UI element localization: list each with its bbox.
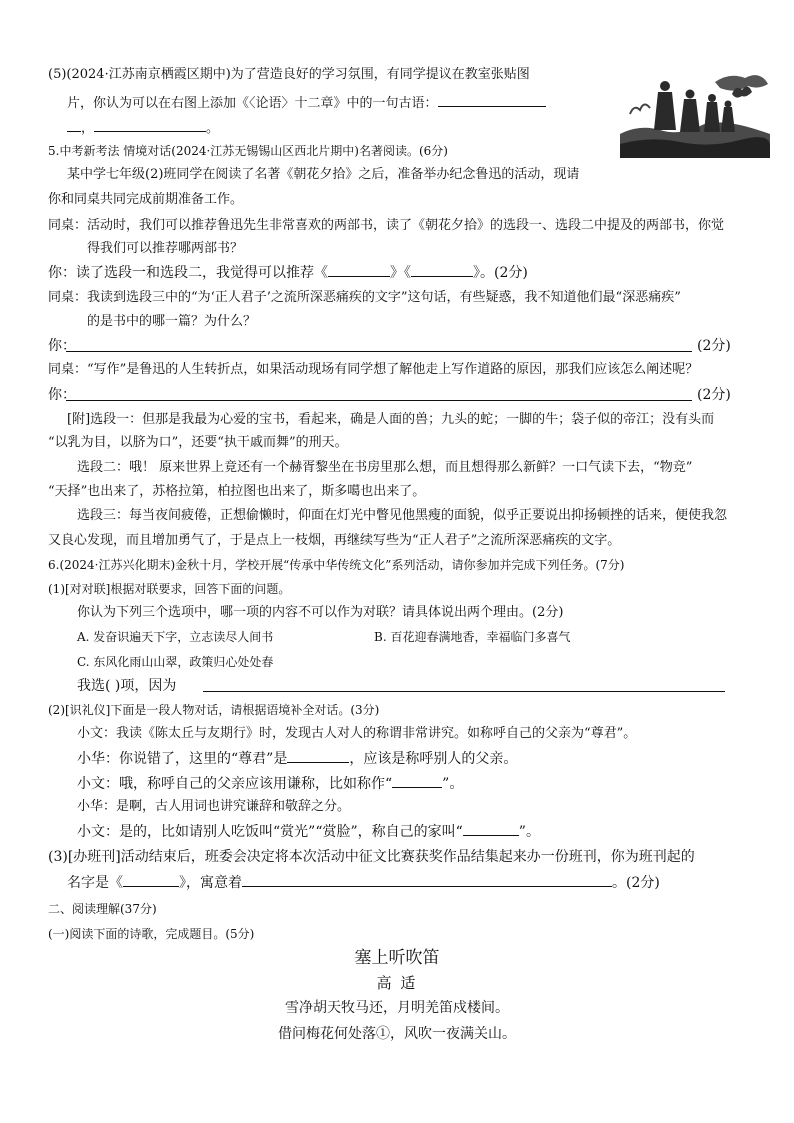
answer3-line[interactable]: [66, 400, 692, 401]
dialog5-suffix: ”。: [518, 824, 540, 840]
answer-blank[interactable]: [463, 822, 519, 836]
answer-blank[interactable]: [94, 118, 206, 132]
passage1-line2: “以乳为目，以脐为口”，还要“执干戚而舞”的刑天。: [48, 435, 348, 450]
option-a: A. 发奋识遍天下字，立志读尽人间书: [77, 630, 274, 644]
dialog2-suffix: ，应该是称呼别人的父亲。: [349, 751, 518, 767]
q5-heading: 5.中考新考法 情境对话(2024·江苏无锡锡山区西北片期中)名著阅读。(6分): [48, 144, 448, 158]
q5-sub-line3: [67, 118, 219, 138]
passage3-line1: 选段三：每当夜间疲倦，正想偷懒时，仰面在灯光中瞥见他黑瘦的面貌，似乎正要说出抑扬顿挫的话来，便使我忽: [77, 508, 728, 523]
q5-sub-line2: [67, 93, 546, 113]
illustration-scholars: [620, 64, 770, 158]
answer-blank[interactable]: [67, 118, 81, 132]
dialog-line-4: 小华：是啊，古人用词也讲究谦辞和敬辞之分。: [77, 799, 351, 814]
q6-sub1-answer: 我选( )项，因为: [77, 678, 177, 694]
meaning-prefix: 》，寓意着: [179, 875, 242, 891]
q5-dialog1-line2: 得我们可以推荐哪两部书？: [87, 241, 244, 256]
q6-heading: 6.(2024·江苏兴化期末)金秋十月，学校开展“传承中华传统文化”系列活动，请你参加并完成下列任务。(7分): [48, 558, 625, 572]
answer1-suffix: 》。(2分): [473, 265, 528, 281]
meaning-blank[interactable]: [242, 873, 612, 887]
dialog5-prefix: 小文：是的，比如请别人吃饭叫“赏光”“赏脸”，称自己的家叫“: [77, 824, 463, 840]
q6-sub1-heading: (1)[对对联]根据对联要求，回答下面的问题。: [48, 582, 291, 596]
option-c: C. 东风化雨山山翠，政策归心处处春: [77, 655, 274, 669]
section2-sub-heading: (一)阅读下面的诗歌，完成题目。(5分): [48, 927, 255, 941]
q5-dialog3: 同桌：“写作”是鲁迅的人生转折点，如果活动现场有同学想了解他走上写作道路的原因，那我们应该怎么阐述呢？: [48, 362, 699, 377]
poem-line-2: 借问梅花何处落①，风吹一夜满关山。: [278, 1026, 516, 1042]
q5-dialog2-line2: 的是书中的哪一篇？为什么？: [87, 314, 257, 329]
answer-blank[interactable]: [392, 774, 442, 788]
q5-dialog1-line1: 同桌：活动时，我们可以推荐鲁迅先生非常喜欢的两部书，读了《朝花夕拾》的选段一、选段二中提及的两部书，你觉: [48, 218, 725, 233]
q6-sub2-heading: (2)[识礼仪]下面是一段人物对话，请根据语境补全对话。(3分): [48, 703, 380, 717]
dialog3-suffix: ”。: [442, 776, 464, 792]
q5-sub-prompt: 片，你认为可以在右图上添加《〈论语〉十二章》中的一句古语：: [67, 96, 438, 111]
answer1-prefix: 你：读了选段一和选段二，我觉得可以推荐《: [48, 265, 328, 281]
dialog-line-3: [77, 774, 463, 793]
dialog3-prefix: 小文：哦，称呼自己的父亲应该用谦称，比如称作“: [77, 776, 393, 792]
q5-intro-line2: 你和同桌共同完成前期准备工作。: [48, 192, 244, 207]
dialog2-prefix: 小华：你说错了，这里的“尊君”是: [77, 751, 288, 767]
period: 。: [206, 121, 220, 136]
q5-answer2-score: (2分): [697, 338, 731, 354]
poem-line-1: 雪净胡天牧马还，月明羌笛戍楼间。: [285, 1000, 509, 1016]
q6-sub3-line1: (3)[办班刊]活动结束后，班委会决定将本次活动中征文比赛获奖作品结集起来办一份班刊，你为班刊起的: [48, 849, 695, 865]
comma: ，: [81, 121, 95, 136]
name-prefix: 名字是《: [67, 875, 123, 891]
answer2-line[interactable]: [66, 351, 692, 352]
q5-intro-line1: 某中学七年级(2)班同学在阅读了名著《朝花夕拾》之后，准备举办纪念鲁迅的活动，现请: [67, 167, 580, 182]
q5-sub-line1: (5)(2024·江苏南京栖霞区期中)为了营造良好的学习氛围，有同学提议在教室张贴图: [48, 67, 530, 82]
poem-title: 塞上听吹笛: [354, 948, 440, 968]
poem-author: 高 适: [376, 974, 418, 992]
passage2-line2: “天择”也出来了，苏格拉第，柏拉图也出来了，斯多噶也出来了。: [48, 484, 426, 499]
reason-line[interactable]: [203, 691, 725, 692]
answer-blank[interactable]: [438, 93, 546, 107]
answer1-mid: 》《: [390, 265, 411, 281]
journal-name-blank[interactable]: [123, 873, 179, 887]
q5-answer3-label: 你：: [48, 387, 76, 403]
dialog-line-2: [77, 749, 517, 768]
passage2-line1: 选段二：哦！ 原来世界上竟还有一个赫胥黎坐在书房里那么想，而且想得那么新鲜？一口气读下去，“物竞”: [77, 460, 693, 475]
q5-answer3-score: (2分): [697, 387, 731, 403]
q6-sub1-question: 你认为下列三个选项中，哪一项的内容不可以作为对联？请具体说出两个理由。(2分): [77, 605, 564, 620]
passage3-line2: 又良心发现，而且增加勇气了，于是点上一枝烟，再继续写些为“正人君子”之流所深恶痛疾的文字。: [48, 533, 621, 548]
q5-dialog2-line1: 同桌：我读到选段三中的“为‘正人君子’之流所深恶痛疾的文字”这句话，有些疑惑，我不知道他们最“深恶痛疾”: [48, 290, 681, 305]
dialog-line-1: 小文：我读《陈太丘与友期行》时，发现古人对人的称谓非常讲究。如称呼自己的父亲为“尊君”。: [77, 726, 637, 741]
option-b: B. 百花迎春满地香，幸福临门多喜气: [374, 630, 571, 644]
q6-sub3-line2: [67, 873, 660, 892]
book-title-blank-1[interactable]: [328, 263, 390, 277]
q5-answer1: [48, 263, 528, 282]
q5-answer2-label: 你：: [48, 338, 76, 354]
book-title-blank-2[interactable]: [411, 263, 473, 277]
score: 。(2分): [612, 875, 660, 891]
dialog-line-5: [77, 822, 540, 841]
section2-heading: 二、阅读理解(37分): [48, 902, 157, 916]
passage1-line1: [附]选段一：但那是我最为心爱的宝书，看起来，确是人面的兽；九头的蛇；一脚的牛；袋子似的帝江；没有头而: [67, 412, 715, 427]
answer-blank[interactable]: [287, 749, 349, 763]
